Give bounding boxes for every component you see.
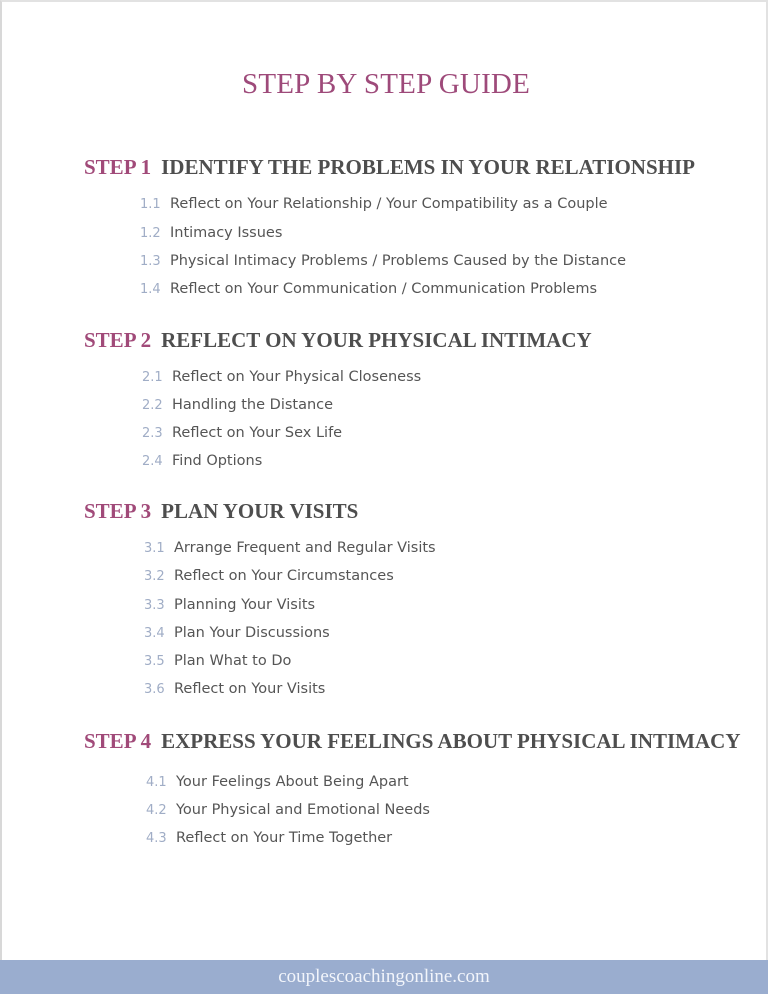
item-text: Your Physical and Emotional Needs: [176, 802, 430, 818]
item-number: 3.6: [144, 682, 165, 697]
footer-bar: [0, 960, 768, 994]
item-text: Handling the Distance: [172, 397, 334, 413]
item-number: 1.2: [140, 226, 161, 241]
list-item: [144, 625, 330, 641]
item-text: Find Options: [172, 453, 263, 469]
list-item: [140, 281, 597, 297]
item-number: 1.3: [140, 254, 161, 269]
item-number: 2.1: [142, 370, 163, 385]
list-item: [144, 681, 325, 697]
item-number: 1.1: [140, 197, 161, 212]
step-label: STEP 2: [84, 328, 152, 352]
item-text: Intimacy Issues: [170, 225, 283, 241]
step-label: STEP 4: [84, 729, 152, 753]
item-number: 2.3: [142, 426, 163, 441]
list-item: [142, 369, 421, 385]
item-text: Reflect on Your Sex Life: [172, 425, 343, 441]
item-number: 3.4: [144, 626, 165, 641]
step-1-heading: [84, 155, 695, 180]
list-item: [144, 540, 436, 556]
list-item: [140, 253, 626, 269]
step-2-heading: [84, 328, 592, 353]
footer-website: couplescoachingonline.com: [278, 966, 490, 987]
list-item: [144, 568, 394, 584]
list-item: [144, 653, 291, 669]
item-number: 3.5: [144, 654, 165, 669]
item-text: Arrange Frequent and Regular Visits: [174, 540, 436, 556]
item-text: Your Feelings About Being Apart: [176, 774, 409, 790]
item-number: 3.1: [144, 541, 165, 556]
item-number: 4.2: [146, 803, 167, 818]
item-text: Plan What to Do: [174, 653, 292, 669]
list-item: [140, 225, 282, 241]
item-text: Plan Your Discussions: [174, 625, 330, 641]
step-label: STEP 1: [84, 155, 152, 179]
step-title: PLAN YOUR VISITS: [161, 499, 359, 523]
step-label: STEP 3: [84, 499, 152, 523]
item-number: 3.3: [144, 598, 165, 613]
item-text: Reflect on Your Circumstances: [174, 568, 394, 584]
item-number: 2.4: [142, 454, 163, 469]
list-item: [146, 802, 430, 818]
item-text: Reflect on Your Relationship / Your Compatibility as a Couple: [170, 196, 608, 212]
item-text: Reflect on Your Physical Closeness: [172, 369, 422, 385]
list-item: [144, 597, 315, 613]
item-text: Reflect on Your Communication / Communication Problems: [170, 281, 598, 297]
item-text: Physical Intimacy Problems / Problems Caused by the Distance: [170, 253, 627, 269]
step-title: REFLECT ON YOUR PHYSICAL INTIMACY: [161, 328, 592, 352]
step-title: EXPRESS YOUR FEELINGS ABOUT PHYSICAL INTIMACY: [161, 729, 741, 753]
list-item: [146, 774, 409, 790]
item-text: Reflect on Your Visits: [174, 681, 326, 697]
page-title: STEP BY STEP GUIDE: [242, 68, 530, 100]
item-text: Reflect on Your Time Together: [176, 830, 393, 846]
step-3-heading: [84, 499, 358, 524]
item-number: 4.3: [146, 831, 167, 846]
item-number: 4.1: [146, 775, 167, 790]
list-item: [140, 196, 608, 212]
step-title: IDENTIFY THE PROBLEMS IN YOUR RELATIONSHIP: [161, 155, 695, 179]
item-number: 3.2: [144, 569, 165, 584]
list-item: [142, 397, 333, 413]
item-text: Planning Your Visits: [174, 597, 316, 613]
list-item: [142, 425, 342, 441]
step-4-heading: [84, 729, 741, 754]
item-number: 1.4: [140, 282, 161, 297]
item-number: 2.2: [142, 398, 163, 413]
list-item: [142, 453, 262, 469]
list-item: [146, 830, 392, 846]
